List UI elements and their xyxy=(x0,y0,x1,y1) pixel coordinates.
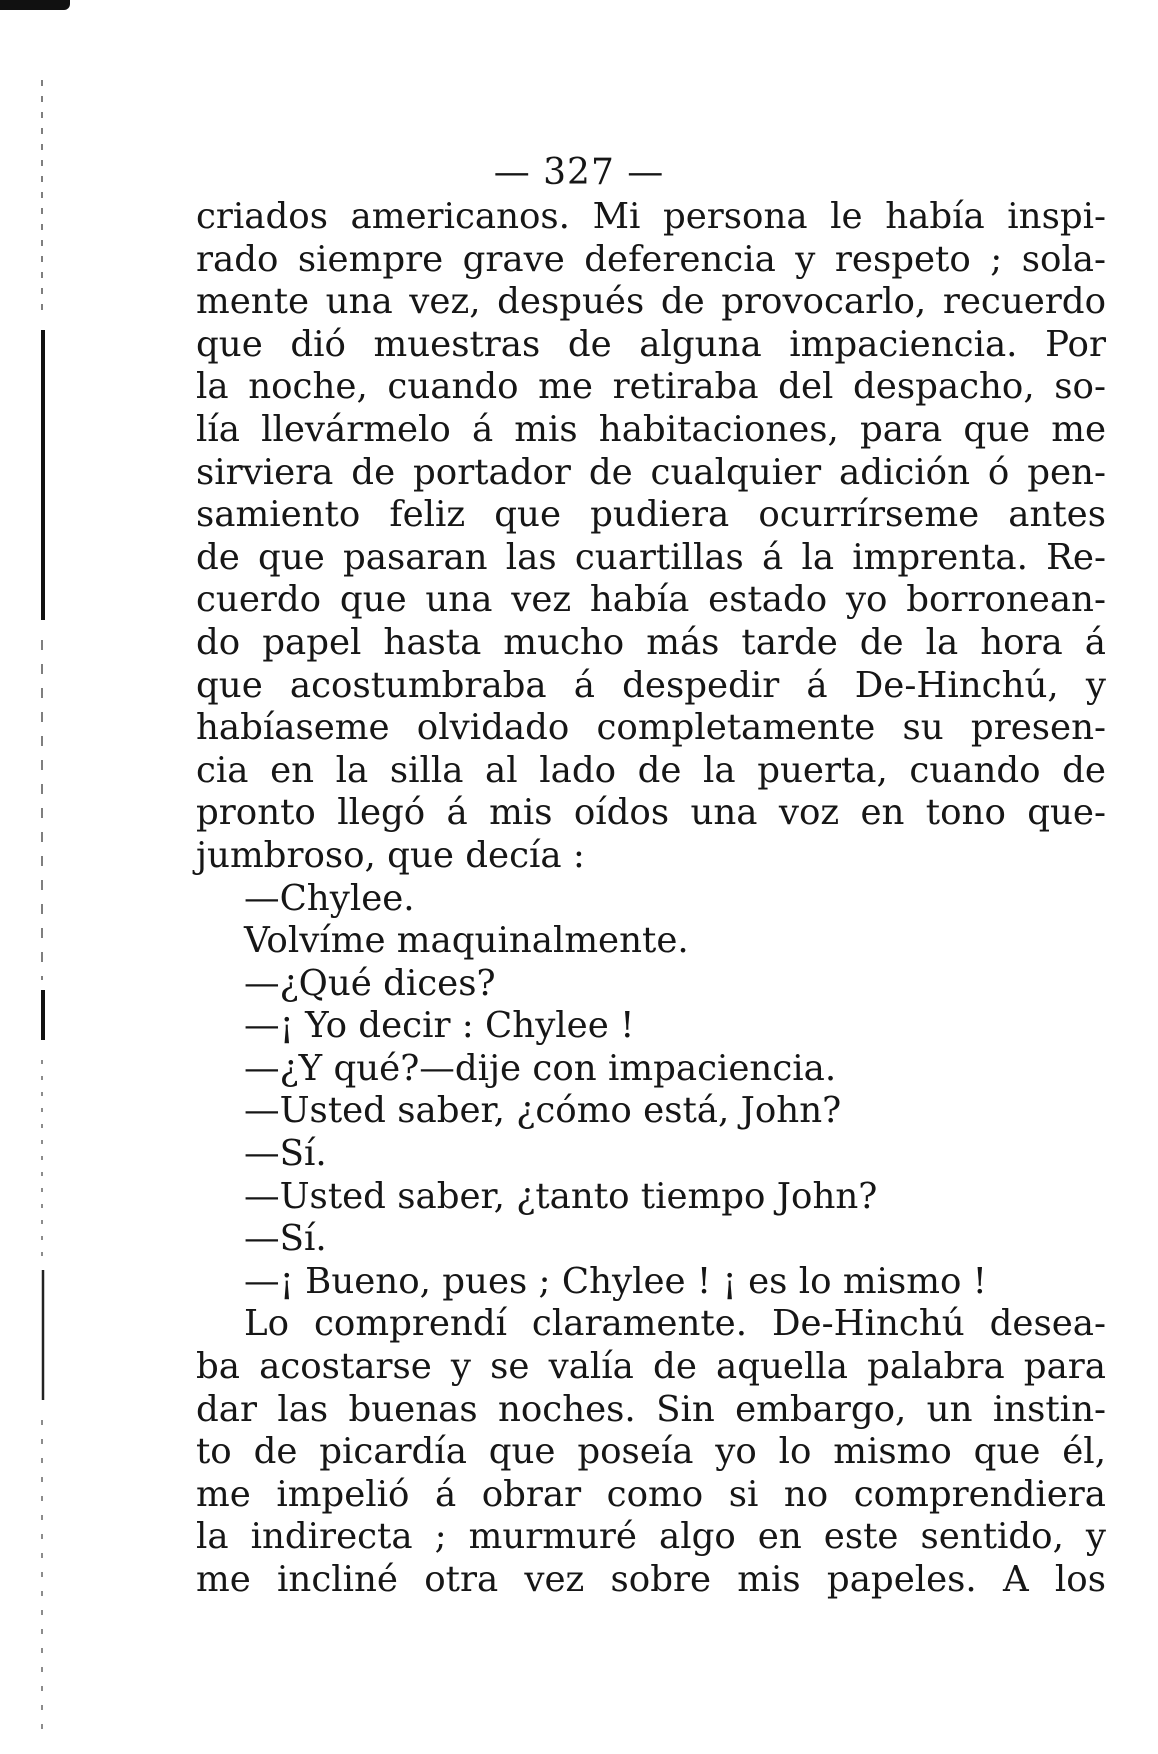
text-line: habíaseme olvidado completamente su presen- xyxy=(196,707,1106,749)
text-line: dar las buenas noches. Sin embargo, un instin- xyxy=(196,1388,1106,1430)
text-line: me impelió á obrar como si no comprendiera xyxy=(196,1473,1106,1515)
dialogue-line: —¿Y qué?—dije con impaciencia. xyxy=(244,1047,837,1089)
dialogue-line: —Sí. xyxy=(244,1133,327,1175)
dialogue-line: —Usted saber, ¿tanto tiempo John? xyxy=(244,1175,878,1217)
dialogue-line: —¿Qué dices? xyxy=(244,962,496,1004)
text-line: criados americanos. Mi persona le había inspi- xyxy=(196,196,1106,237)
dialogue-line: —Usted saber, ¿cómo está, John? xyxy=(244,1090,842,1132)
scan-corner-mark xyxy=(0,0,70,10)
text-line: to de picardía que poseía yo lo mismo que él, xyxy=(196,1431,1106,1473)
binding-edge-shadow xyxy=(34,80,48,1740)
text-line: la noche, cuando me retiraba del despacho, so- xyxy=(196,366,1106,408)
text-line: lía llevármelo á mis habitaciones, para que me xyxy=(196,408,1106,450)
text-line: que acostumbraba á despedir á De-Hinchú, y xyxy=(196,664,1106,706)
text-line: de que pasaran las cuartillas á la imprenta. Re- xyxy=(196,536,1106,578)
text-line: jumbroso, que decía : xyxy=(196,834,585,876)
text-line: que dió muestras de alguna impaciencia. Por xyxy=(196,323,1106,365)
dialogue-line: Volvíme maquinalmente. xyxy=(244,920,689,962)
text-line: cia en la silla al lado de la puerta, cuando de xyxy=(196,749,1106,791)
text-line: samiento feliz que pudiera ocurrírseme antes xyxy=(196,494,1106,536)
dialogue-line: —¡ Yo decir : Chylee ! xyxy=(244,1005,635,1047)
text-line: la indirecta ; murmuré algo en este sentido, y xyxy=(196,1516,1106,1558)
binding-edge-graphic xyxy=(34,80,48,1740)
dialogue-line: —Chylee. xyxy=(244,877,415,919)
text-line: ba acostarse y se valía de aquella palabra para xyxy=(196,1346,1106,1388)
dialogue-line: —Sí. xyxy=(244,1218,327,1260)
text-line: me incliné otra vez sobre mis papeles. A los xyxy=(196,1559,1106,1600)
text-line: pronto llegó á mis oídos una voz en tono que- xyxy=(196,792,1106,834)
text-line: do papel hasta mucho más tarde de la hora á xyxy=(196,621,1106,663)
text-line: cuerdo que una vez había estado yo borronean- xyxy=(196,579,1106,621)
dialogue-line: —¡ Bueno, pues ; Chylee ! ¡ es lo mismo ! xyxy=(244,1260,987,1302)
text-line: Lo comprendí claramente. De-Hinchú desea- xyxy=(244,1303,1106,1345)
text-line: rado siempre grave deferencia y respeto ; sola- xyxy=(196,238,1106,280)
page-number: — 327 — xyxy=(493,152,665,193)
text-line: sirviera de portador de cualquier adición ó pen- xyxy=(196,451,1106,493)
body-text xyxy=(196,196,1106,1602)
text-line: mente una vez, después de provocarlo, recuerdo xyxy=(196,281,1106,323)
